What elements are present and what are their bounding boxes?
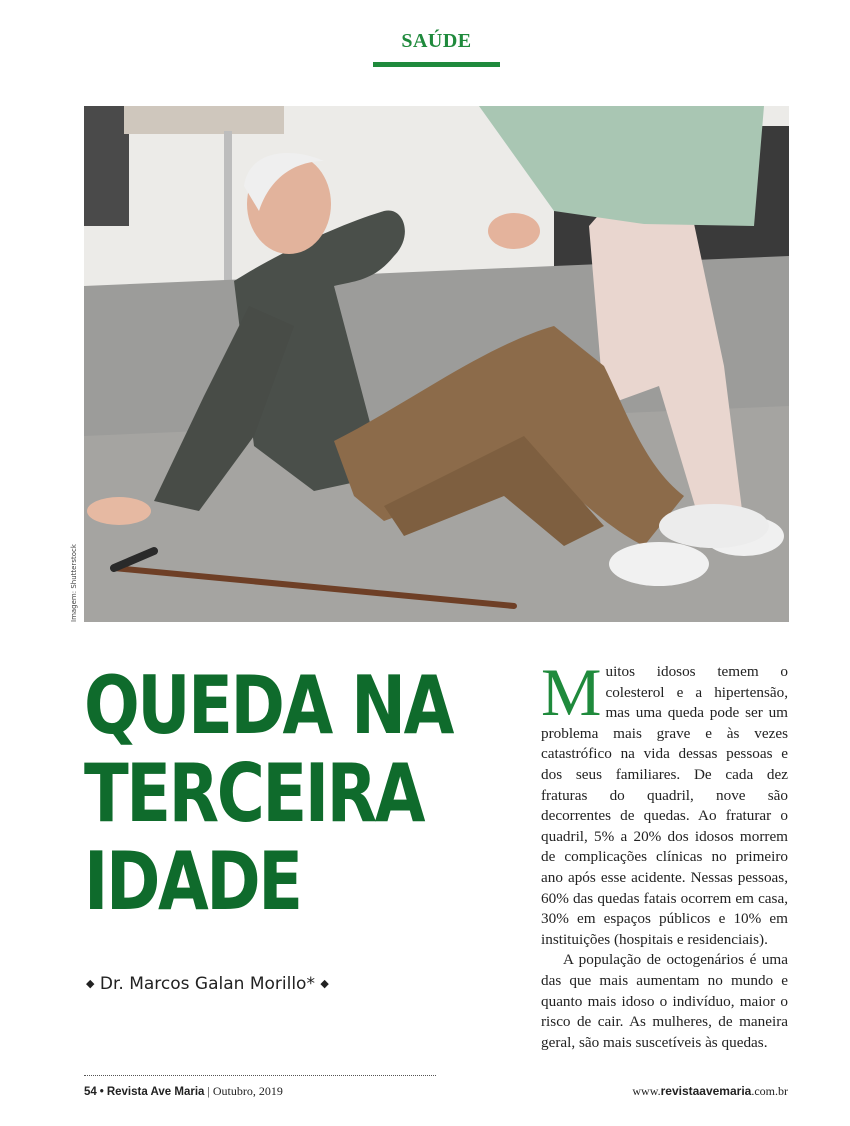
ornament-left-icon: ◆ xyxy=(86,977,95,990)
paragraph-1-text: uitos idosos temem o colesterol e a hipertensão, mas uma queda pode ser um problema mais grave e às vezes catastrófico na vida dessas pessoas e dos seus familiares. De cada dez fraturas do quadril, nove são decorrentes de quedas. Ao fraturar o quadril, 5% a 20% dos idosos morrem de complicações clínicas no primeiro ano após esse acidente. Nessas pessoas, 60% das quedas fatais ocorrem em casa, 30% em espaços públicos e 10% em instituições (hospitais e residenciais). xyxy=(541,663,788,948)
footer-folio xyxy=(84,1084,283,1099)
magazine-name: Revista Ave Maria xyxy=(106,1086,205,1098)
footer-bullet: • xyxy=(99,1086,104,1098)
author-name: Dr. Marcos Galan Morillo* xyxy=(99,974,315,994)
footer-website xyxy=(632,1084,788,1099)
byline xyxy=(86,974,329,994)
section-underline xyxy=(373,62,500,67)
headline-line-2: TERCEIRA xyxy=(84,747,424,840)
drop-cap: M xyxy=(541,654,602,730)
section-label: SAÚDE xyxy=(401,30,472,52)
photo-credit: Imagem: Shutterstock xyxy=(70,544,78,622)
footer-separator: | xyxy=(207,1084,210,1098)
paragraph-2: A população de octogenários é uma das que mais aumentam no mundo e quanto mais idoso o indivíduo, maior o risco de cair. As mulheres, de maneira geral, são mais suscetíveis às quedas. xyxy=(541,951,788,1051)
url-prefix: www. xyxy=(632,1084,661,1098)
url-suffix: .com.br xyxy=(751,1084,788,1098)
article-headline xyxy=(84,659,452,928)
paragraph-1 xyxy=(541,654,788,950)
article-photo xyxy=(84,106,789,622)
issue-date: Outubro, 2019 xyxy=(212,1084,283,1098)
headline-line-1: QUEDA NA xyxy=(84,659,452,752)
footer-divider xyxy=(84,1075,436,1076)
article-body xyxy=(541,654,788,1053)
url-brand: revistaavemaria xyxy=(660,1084,752,1098)
headline-line-3: IDADE xyxy=(84,835,301,928)
page-number: 54 xyxy=(84,1086,97,1098)
ornament-right-icon: ◆ xyxy=(320,977,329,990)
